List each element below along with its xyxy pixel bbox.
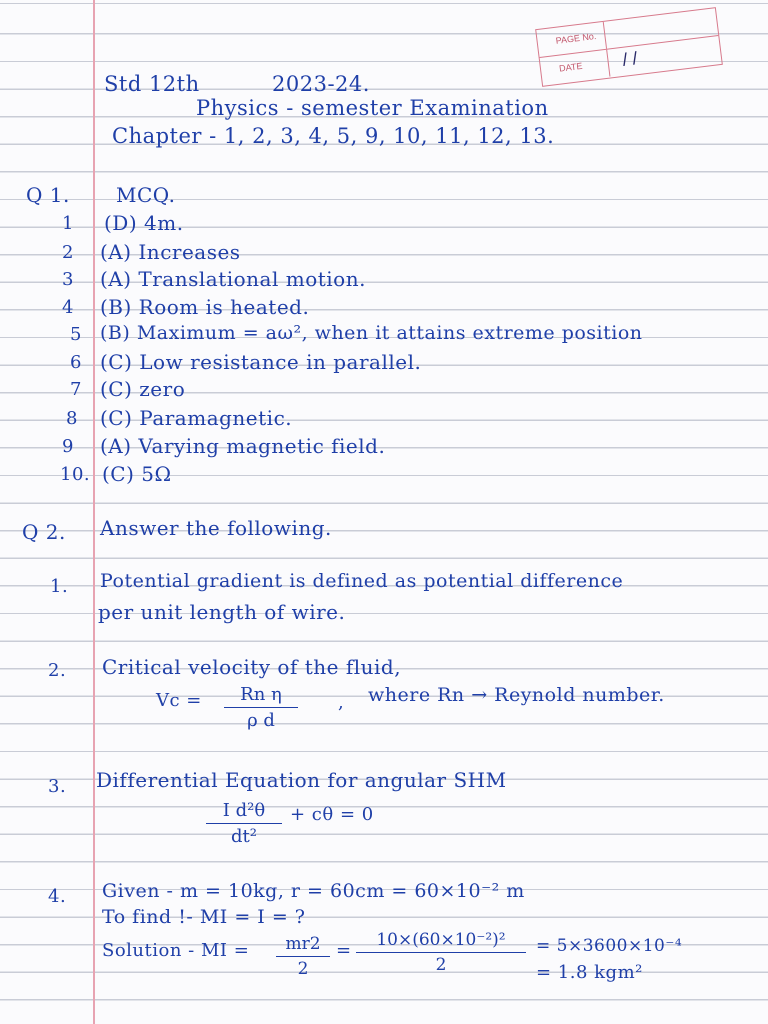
q1-label: Q 1.	[26, 183, 70, 207]
mcq-answer: (C) Low resistance in parallel.	[100, 350, 422, 374]
mcq-number: 4	[62, 297, 74, 318]
given-line: Given - m = 10kg, r = 60cm = 60×10⁻² m	[102, 880, 525, 902]
mcq-number: 10.	[60, 464, 91, 485]
mcq-answer: (D) 4m.	[104, 211, 184, 235]
exam-title: Physics - semester Examination	[196, 96, 549, 120]
answer-number: 4.	[48, 886, 67, 907]
fraction-numerator: Rn η	[240, 684, 282, 705]
mcq-number: 9	[62, 436, 74, 457]
mcq-number: 7	[70, 379, 82, 400]
mcq-answer: (A) Increases	[100, 240, 241, 264]
velocity-comma: ,	[338, 692, 345, 713]
velocity-lhs: Vc =	[156, 690, 202, 711]
mcq-answer: (B) Maximum = aω², when it attains extreme position	[100, 322, 643, 344]
solution-result-1: = 5×3600×10⁻⁴	[536, 936, 683, 956]
fraction-denominator: 2	[297, 959, 309, 979]
year-label: 2023-24.	[272, 72, 370, 96]
fraction-denominator: ρ d	[247, 710, 275, 731]
mcq-number: 3	[62, 269, 74, 290]
q1-title: MCQ.	[116, 183, 176, 207]
fraction-denominator: dt²	[231, 826, 257, 847]
chapters-line: Chapter - 1, 2, 3, 4, 5, 9, 10, 11, 12, 13.	[112, 124, 555, 148]
solution-equals: =	[336, 940, 352, 961]
fraction-numerator: mr2	[285, 934, 321, 954]
answer-text: Critical velocity of the fluid,	[102, 655, 402, 679]
fraction-denominator: 2	[435, 955, 447, 975]
q2-label: Q 2.	[22, 520, 66, 544]
date-label: DATE	[540, 50, 611, 85]
q2-title: Answer the following.	[100, 516, 332, 540]
mcq-answer: (A) Translational motion.	[100, 267, 366, 291]
mcq-number: 2	[62, 242, 74, 263]
mcq-answer: (A) Varying magnetic field.	[100, 434, 386, 458]
reynold-note: where Rn → Reynold number.	[368, 684, 665, 706]
velocity-fraction	[224, 684, 298, 731]
mcq-number: 8	[66, 408, 78, 429]
solution-label: Solution - MI =	[102, 940, 250, 961]
fraction-numerator: I d²θ	[222, 800, 266, 821]
mcq-number: 5	[70, 324, 82, 345]
mcq-answer: (B) Room is heated.	[100, 295, 310, 319]
to-find-line: To find !- MI = I = ?	[102, 906, 306, 928]
solution-fraction	[276, 934, 330, 979]
solution-fraction-2	[356, 930, 526, 975]
margin-line	[93, 0, 95, 1024]
mcq-answer: (C) zero	[100, 377, 186, 401]
mcq-answer: (C) 5Ω	[102, 462, 172, 486]
answer-text: Potential gradient is defined as potential difference	[100, 570, 624, 592]
mcq-answer: (C) Paramagnetic.	[100, 406, 293, 430]
mcq-number: 6	[70, 352, 82, 373]
answer-number: 2.	[48, 660, 67, 681]
answer-text: per unit length of wire.	[98, 600, 346, 624]
fraction-numerator: 10×(60×10⁻²)²	[376, 930, 506, 950]
std-label: Std 12th	[104, 72, 200, 96]
solution-result-2: = 1.8 kgm²	[536, 962, 643, 983]
answer-number: 1.	[50, 576, 69, 597]
shm-fraction	[206, 800, 282, 847]
page-no-label: PAGE No.	[536, 22, 607, 57]
date-value: / /	[621, 48, 639, 70]
shm-equation-rest: + cθ = 0	[290, 804, 374, 825]
page-date-box	[535, 7, 723, 87]
mcq-number: 1	[62, 213, 74, 234]
answer-number: 3.	[48, 776, 67, 797]
answer-text: Differential Equation for angular SHM	[96, 768, 507, 792]
